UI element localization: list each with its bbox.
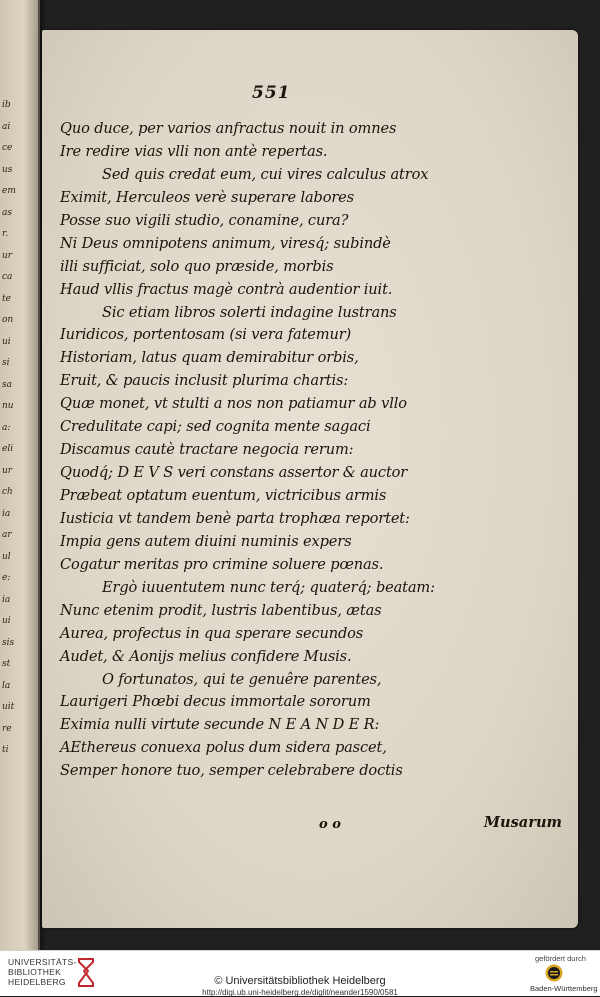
- institution-line: UNIVERSITÄTS-: [8, 957, 77, 967]
- verse-line: Sed quis credat eum, cui vires calculus atrox: [102, 165, 429, 183]
- verse-line: Ergò iuuentutem nunc terq́; quaterq́; beatam:: [102, 578, 435, 596]
- verse-line: Quo duce, per varios anfractus nouit in omnes: [60, 120, 397, 137]
- verse-line: Iusticia vt tandem benè parta trophæa reportet:: [60, 509, 410, 527]
- page-number: 551: [252, 83, 291, 103]
- left-page-fragment: st: [2, 659, 11, 669]
- verse-line: Impia gens autem diuini numinis expers: [60, 532, 352, 550]
- funder-label: gefördert durch: [535, 954, 586, 963]
- left-page-fragment: ui: [2, 336, 11, 347]
- left-page-fragment: us: [2, 164, 13, 175]
- left-page-fragment: a:: [2, 422, 11, 433]
- poem-text: [60, 118, 565, 783]
- left-page-fragments: [2, 95, 36, 762]
- left-page-fragment: ti: [2, 745, 9, 755]
- book-page: [42, 30, 578, 928]
- left-page-fragment: ch: [2, 487, 13, 497]
- verse-line: Discamus cautè tractare negocia rerum:: [60, 441, 354, 459]
- verse-line: Cogatur meritas pro crimine soluere pœnas.: [60, 555, 384, 573]
- verse-line: Sic etiam libros solerti indagine lustrans: [102, 303, 397, 321]
- verse-line: Semper honore tuo, semper celebrabere doctis: [60, 762, 403, 780]
- left-page-fragment: la: [2, 680, 11, 691]
- left-page-edge: [0, 0, 40, 950]
- left-page-fragment: ur: [2, 250, 13, 261]
- verse-line: Quæ monet, vt stulti a nos non patiamur ab vllo: [60, 395, 407, 413]
- verse-line: Ni Deus omnipotens animum, viresq́; subindè: [60, 234, 391, 252]
- left-page-fragment: ia: [2, 508, 11, 519]
- permalink-url[interactable]: http://digi.ub.uni-heidelberg.de/diglit/neander1590/0581: [202, 988, 398, 997]
- left-page-fragment: on: [2, 315, 14, 325]
- left-page-fragment: ar: [2, 530, 12, 540]
- institution-line: HEIDELBERG: [8, 977, 66, 987]
- viewer-footer: [0, 950, 600, 996]
- verse-line: Eximit, Herculeos verè superare labores: [60, 188, 355, 206]
- left-page-fragment: ul: [2, 551, 11, 562]
- verse-line: Quodq́; D E V S veri constans assertor & auctor: [60, 464, 408, 482]
- signature-mark: o o: [319, 817, 341, 832]
- catchword: Musarum: [483, 814, 562, 831]
- left-page-fragment: re: [2, 723, 12, 734]
- left-page-fragment: em: [2, 186, 16, 196]
- verse-line: Posse suo vigili studio, conamine, cura?: [60, 211, 349, 229]
- verse-line: Haud vllis fractus magè contrà audentior iuit.: [60, 280, 393, 298]
- left-page-fragment: sa: [2, 379, 12, 390]
- left-page-fragment: ca: [2, 272, 13, 282]
- verse-line: Nunc etenim prodit, lustris labentibus, ætas: [60, 601, 382, 619]
- left-page-fragment: uit: [2, 702, 15, 712]
- left-page-fragment: e:: [2, 573, 11, 583]
- verse-line: AEthereus conuexa polus dum sidera pascet,: [60, 739, 387, 757]
- verse-line: Aurea, profectus in qua sperare secundos: [60, 624, 364, 642]
- verse-line: Historiam, latus quam demirabitur orbis,: [60, 349, 359, 367]
- baden-wuerttemberg-emblem-icon[interactable]: [545, 964, 563, 982]
- institution-line: BIBLIOTHEK: [8, 967, 62, 977]
- left-page-fragment: ib: [2, 100, 11, 110]
- left-page-fragment: ia: [2, 594, 11, 605]
- left-page-fragment: ui: [2, 616, 11, 626]
- left-page-fragment: ce: [2, 143, 13, 153]
- verse-line: Credulitate capi; sed cognita mente sagaci: [60, 418, 371, 436]
- left-page-fragment: sis: [2, 637, 15, 648]
- left-page-fragment: as: [2, 207, 12, 218]
- verse-line: Eruit, & paucis inclusit plurima chartis:: [60, 372, 349, 390]
- verse-line: Iuridicos, portentosam (si vera fatemur): [60, 326, 352, 344]
- copyright-notice: © Universitätsbibliothek Heidelberg: [214, 975, 386, 987]
- verse-line: Præbeat optatum euentum, victricibus armis: [60, 487, 387, 504]
- left-page-fragment: si: [2, 358, 10, 368]
- left-page-fragment: eli: [2, 444, 14, 454]
- verse-line: Audet, & Aonijs melius confidere Musis.: [60, 647, 352, 665]
- verse-line: Laurigeri Phœbi decus immortale sororum: [60, 693, 371, 711]
- verse-line: illi sufficiat, solo quo præside, morbis: [60, 257, 334, 275]
- left-page-fragment: ur: [2, 465, 13, 476]
- left-page-fragment: nu: [2, 401, 14, 411]
- left-page-fragment: r.: [2, 229, 9, 239]
- verse-line: Ire redire vias vlli non antè repertas.: [60, 142, 328, 160]
- verse-line: O fortunatos, qui te genuêre parentes,: [102, 670, 382, 688]
- verse-line: Eximia nulli virtute secunde N E A N D E R:: [60, 716, 380, 734]
- funder-name: Baden-Württemberg: [530, 984, 598, 993]
- left-page-fragment: ai: [2, 121, 11, 132]
- left-page-fragment: te: [2, 293, 11, 304]
